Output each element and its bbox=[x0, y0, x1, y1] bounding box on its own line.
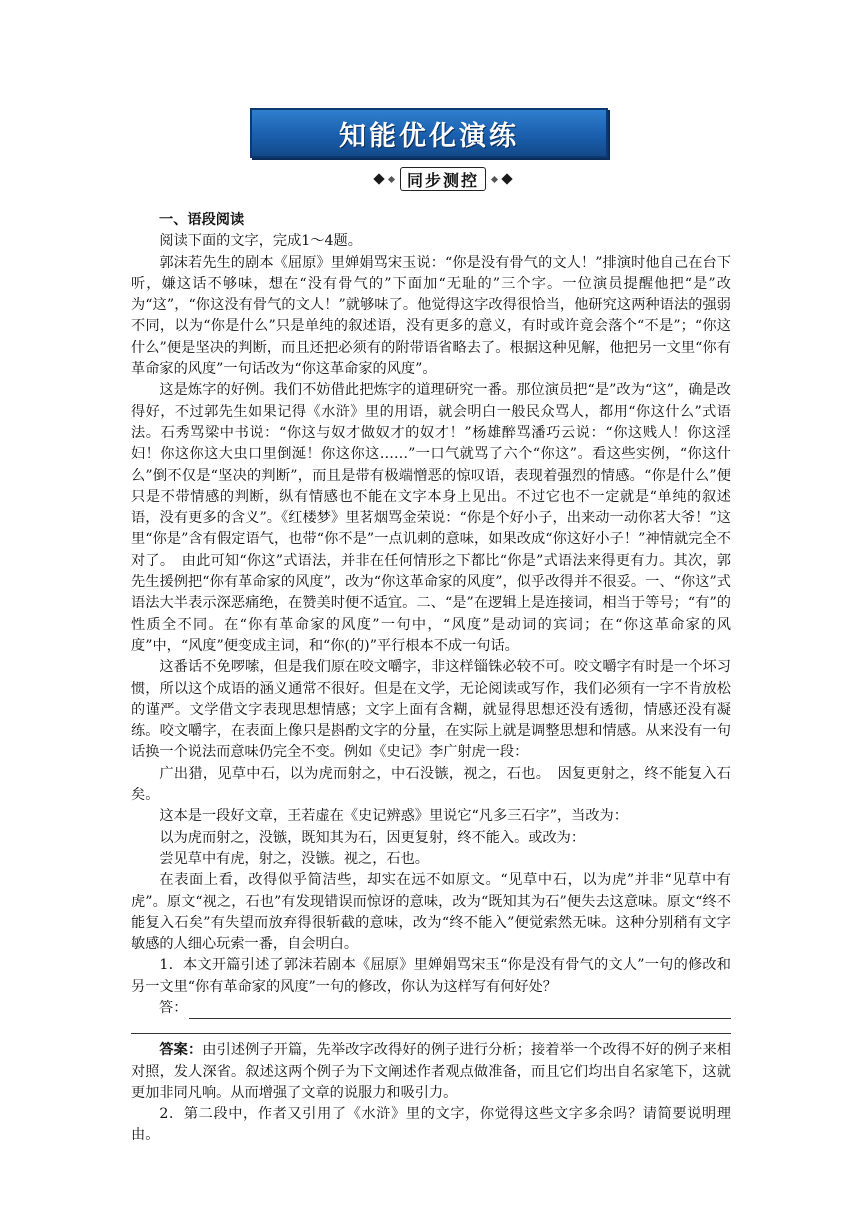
subtitle-label: 同步测控 bbox=[400, 167, 486, 191]
diamond-right-icon bbox=[501, 173, 512, 184]
banner-title: 知能优化演练 bbox=[339, 120, 519, 152]
passage-quote: 尝见草中有虎，射之，没镞。视之，石也。 bbox=[159, 850, 429, 867]
diamond-left-icon bbox=[373, 173, 384, 184]
document-body bbox=[131, 210, 731, 1147]
question-2: 2．第二段中，作者又引用了《水浒》里的文字，你觉得这些文字多余吗？请简要说明理由。 bbox=[131, 1106, 731, 1144]
passage-paragraph: 在表面上看，改得似乎简洁些，却实在远不如原文。“见草中石，以为虎”并非“见草中有虎”。原文“视之，石也”有发现错误而惊讶的意味，改为“既知其为石”便失去这意味。原文“终不能复入石矣”有失望而放弃得很斩截的意味，改为“终不能入”便觉索然无味。这种分别稍有文字敏感的人细心玩索一番，自会明白。 bbox=[131, 872, 731, 953]
diamond-right-small-icon bbox=[491, 175, 498, 182]
answer-blank-line-2[interactable] bbox=[131, 1019, 731, 1034]
answer-blank-line[interactable] bbox=[189, 1002, 731, 1019]
passage-paragraph: 这番话不免啰嗦，但是我们原在咬文嚼字，非这样锱铢必较不可。咬文嚼字有时是一个坏习惯，所以这个成语的涵义通常不很好。但是在文学，无论阅读或写作，我们必须有一字不肯放松的谨严。文学借文字表现思想情感；文字上面有含糊，就显得思想还没有透彻，情感还没有凝练。咬文嚼字，在表面上像只是斟酌文字的分量，在实际上就是调整思想和情感。从来没有一句话换一个说法而意味仍完全不变。例如《史记》李广射虎一段： bbox=[131, 659, 731, 761]
passage-paragraph: 郭沫若先生的剧本《屈原》里婵娟骂宋玉说：“你是没有骨气的文人！”排演时他自己在台下听，嫌这话不够味，想在“没有骨气的”下面加“无耻的”三个字。一位演员提醒他把“是”改为“这”，“你这没有骨气的文人！”就够味了。他觉得这字改得很恰当，他研究这两种语法的强弱不同，以为“你是什么”只是单纯的叙述语，没有更多的意义，有时或许竟会落个“不是”；“你这什么”便是坚决的判断，而且还把必须有的附带语省略去了。根据这种见解，他把另一文里“你有革命家的风度”一句话改为“你这革命家的风度”。 bbox=[131, 254, 731, 378]
section-banner bbox=[250, 108, 608, 158]
passage-paragraph: 这本是一段好文章，王若虚在《史记辨惑》里说它“凡多三石字”，当改为： bbox=[159, 808, 628, 825]
section-heading: 一、语段阅读 bbox=[159, 212, 245, 228]
passage-paragraph: 这是炼字的好例。我们不妨借此把炼字的道理研究一番。那位演员把“是”改为“这”，确是改得好，不过郭先生如果记得《水浒》里的用语，就会明白一般民众骂人，都用“你这什么”式语法。石秀骂梁中书说：“你这与奴才做奴才的奴才！”杨雄醉骂潘巧云说：“你这贱人！你这淫妇！你这你这大虫口里倒涎！你这你这……”一口气就骂了六个“你这”。看这些实例，“你这什么”倒不仅是“坚决的判断”，而且是带有极端憎恶的惊叹语，表现着强烈的情感。“你是什么”便只是不带情感的判断，纵有情感也不能在文字本身上见出。不过它也不一定就是“单纯的叙述语，没有更多的含义”。《红楼梦》里茗烟骂金荣说：“你是个好小子，出来动一动你茗大爷！”这里“你是”含有假定语气，也带“你不是”一点讥刺的意味，如果改成“你这好小子！”神情就完全不对了。 由此可知“你这”式语法，并非在任何情形之下都比“你是”式语法来得更有力。其次，郭先生援例把“你有革命家的风度”，改为“你这革命家的风度”，似乎改得并不很妥。一、“你这”式语法大半表示深恶痛绝，在赞美时便不适宜。二、“是”在逻辑上是连接词，相当于等号；“有”的性质全不同。在“你有革命家的风度”一句中，“风度”是动词的宾词；在“你这革命家的风度”中，“风度”便变成主词，和“你(的)”平行根本不成一句话。 bbox=[131, 382, 731, 654]
passage-quote: 以为虎而射之，没镞，既知其为石，因更复射，终不能入。或改为： bbox=[159, 829, 586, 846]
answer-field[interactable] bbox=[131, 998, 731, 1019]
answer-label: 答案： bbox=[159, 1042, 203, 1059]
section-intro: 阅读下面的文字，完成1～4题。 bbox=[159, 233, 362, 250]
passage-quote: 广出猎，见草中石，以为虎而射之，中石没镞，视之，石也。 因复更射之，终不能复入石矣。 bbox=[131, 765, 731, 804]
question-1: 1．本文开篇引述了郭沫若剧本《屈原》里婵娟骂宋玉“你是没有骨气的文人”一句的修改和另一文里“你有革命家的风度”一句的修改，你认为这样写有何好处？ bbox=[131, 957, 731, 995]
answer-paragraph bbox=[131, 1040, 731, 1104]
answer-text: 由引述例子开篇，先举改字改得好的例子进行分析；接着举一个改得不好的例子来相对照，发人深省。叙述这两个例子为下文阐述作者观点做准备，而且它们均出自名家笔下，这就更加非同凡响。从而增强了文章的说服力和吸引力。 bbox=[131, 1042, 731, 1101]
answer-prompt: 答： bbox=[159, 999, 188, 1016]
diamond-left-small-icon bbox=[388, 175, 395, 182]
subtitle-bar bbox=[348, 166, 538, 192]
